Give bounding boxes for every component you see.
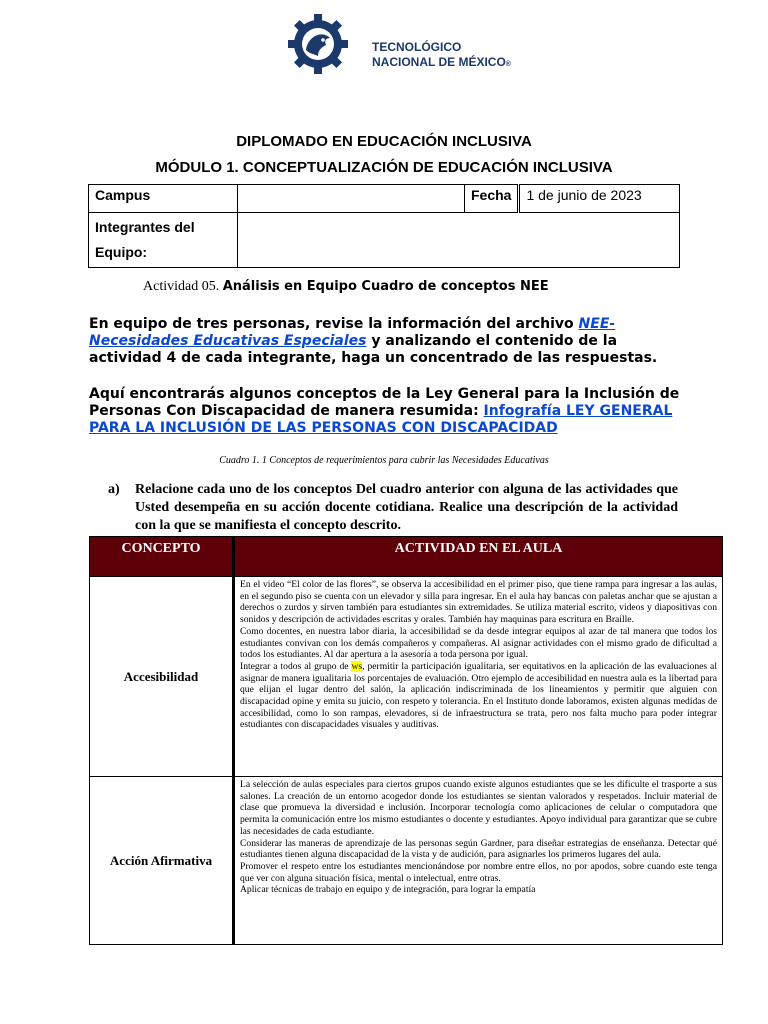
concept-cell: Acción Afirmativa	[90, 777, 234, 945]
integrantes-value[interactable]	[238, 213, 680, 268]
column-header-actividad: ACTIVIDAD EN EL AULA	[234, 537, 723, 577]
infografia-link[interactable]: Infografía LEY GENERAL PARA LA INCLUSIÓN DE LAS PERSONAS CON DISCAPACIDAD	[89, 403, 673, 436]
activity-title: Análisis en Equipo Cuadro de conceptos NEE	[222, 279, 549, 294]
instructions-paragraph-1	[89, 316, 689, 367]
instructions-text-1a: En equipo de tres personas, revise la información del archivo	[89, 316, 579, 332]
logo-text	[372, 40, 511, 72]
info-table	[88, 184, 680, 268]
integrantes-label	[89, 213, 238, 268]
activity-text: , permitir la participación igualitaria, ser equitativos en la aplicación de las evaluaciones al asignar de manera igualitaria los porcentajes de evaluación. Otro ejemplo de accesibilidad en nuestra aula es la libertad para que elijan el lugar dentro del salón, la aplicación indiscriminada de los lineamientos y permitir que alguien con discapacidad opine y emita su juicio, con respeto y tolerancia. En el Instituto donde laboramos, existen algunas medidas de accesibilidad, como lo son rampas, elevadores, si de infraestructura se trata, pero nos falta mucho para poder integrar estudiantes con discapacidades visuales y auditivas.	[240, 660, 717, 731]
activity-paragraph: Promover el respeto entre los estudiantes mencionándose por nombre entre ellos, no por apodos, sobre cuando este tenga que ver con alguna situación física, mental o intelectual, entre otras.	[240, 860, 717, 884]
question-text: Relacione cada uno de los conceptos Del cuadro anterior con alguna de las actividades que Usted desempeña en su acción docente cotidiana. Realice una descripción de la actividad con la que se manifiesta el concepto descrito.	[135, 482, 678, 533]
document-title: DIPLOMADO EN EDUCACIÓN INCLUSIVA	[236, 133, 532, 150]
activity-paragraph: Aplicar técnicas de trabajo en equipo y de integración, para lograr la empatía	[240, 884, 536, 896]
activity-paragraph: Como docentes, en nuestra labor diaria, la accesibilidad se da desde integrar equipos al azar de tal manera que todos los estudiantes convivan con los demás compañeros y compañeras. Al asignar actividades con el mismo grado de dificultad a todos los estudiantes. Al dar apertura a la asesoría a toda persona por igual.	[240, 625, 717, 661]
highlighted-text: ws	[351, 660, 363, 672]
fecha-label: Fecha	[465, 185, 519, 213]
activity-paragraph	[240, 661, 717, 731]
activity-paragraph: En el video “El color de las flores”, se observa la accesibilidad en el primer piso, que tiene rampa para ingresar a las aulas, en el segundo piso se cuenta con un elevador y silla para ingresar. En el aula hay bancas con paletas anchar que se ajustan a derechos o zurdos y sirven también para estudiantes sin extremidades. Se utiliza material escrito, videos y diapositivas con sonidos y descripción de actividades escritas y orales. También hay maquinas para escritura en Braille.	[240, 579, 717, 626]
table-row	[90, 777, 723, 945]
document-subtitle: MÓDULO 1. CONCEPTUALIZACIÓN DE EDUCACIÓN INCLUSIVA	[155, 159, 613, 176]
logo-line-1: TECNOLÓGICO	[372, 40, 462, 54]
campus-label: Campus	[89, 185, 238, 213]
registered-mark: ®	[505, 61, 511, 68]
activity-heading	[143, 279, 549, 295]
campus-value[interactable]	[238, 185, 465, 213]
instructions-paragraph-2	[89, 386, 689, 437]
activity-paragraph: La selección de aulas especiales para ciertos grupos cuando existe algunos estudiantes que se les dificulte el trasporte a sus salones. La creación de un entorno acogedor donde los estudiantes se sientan valorados y respetados. Incluir material de clase que promueva la diversidad e inclusión. Incorporar tecnología como aplicaciones de celular o computadora que permita la comunicación entre los mismo estudiantes o docente y estudiantes. Apoyo individual para garantizar que se cubre las necesidades de cada estudiante.	[240, 779, 717, 837]
fecha-value[interactable]: 1 de junio de 2023	[519, 185, 680, 213]
integrantes-label-line2: Equipo:	[95, 244, 148, 260]
activity-cell	[234, 777, 723, 945]
concepts-table	[89, 536, 723, 945]
table-row	[90, 577, 723, 777]
question-label: a)	[108, 482, 120, 497]
integrantes-label-line1: Integrantes del	[95, 219, 195, 235]
activity-cell	[234, 577, 723, 777]
concept-cell: Accesibilidad	[90, 577, 234, 777]
question-a	[108, 481, 678, 535]
tecnm-logo-icon	[288, 14, 348, 74]
activity-text: Integrar a todos al grupo de	[240, 660, 352, 672]
activity-paragraph: Considerar las maneras de aprendizaje de las personas según Gardner, para diseñar estrategias de enseñanza. Detectar qué estudiantes tienen alguna discapacidad de la vista y de audición, para asignarles los primeros lugares del aula.	[240, 837, 717, 861]
logo-line-2: NACIONAL DE MÉXICO	[372, 55, 506, 69]
instructions-text-2a: Aquí encontrarás algunos conceptos de la Ley General para la Inclusión de Personas Con Discapacidad de manera resumida:	[89, 386, 680, 419]
nee-file-link[interactable]: NEE-Necesidades Educativas Especiales	[89, 316, 616, 349]
table-caption: Cuadro 1. 1 Conceptos de requerimientos para cubrir las Necesidades Educativas	[219, 455, 549, 466]
activity-prefix: Actividad 05.	[143, 279, 220, 294]
column-header-concepto: CONCEPTO	[90, 537, 234, 577]
instructions-text-1b: y analizando el contenido de la actividad 4 de cada integrante, haga un concentrado de las respuestas.	[89, 333, 658, 366]
